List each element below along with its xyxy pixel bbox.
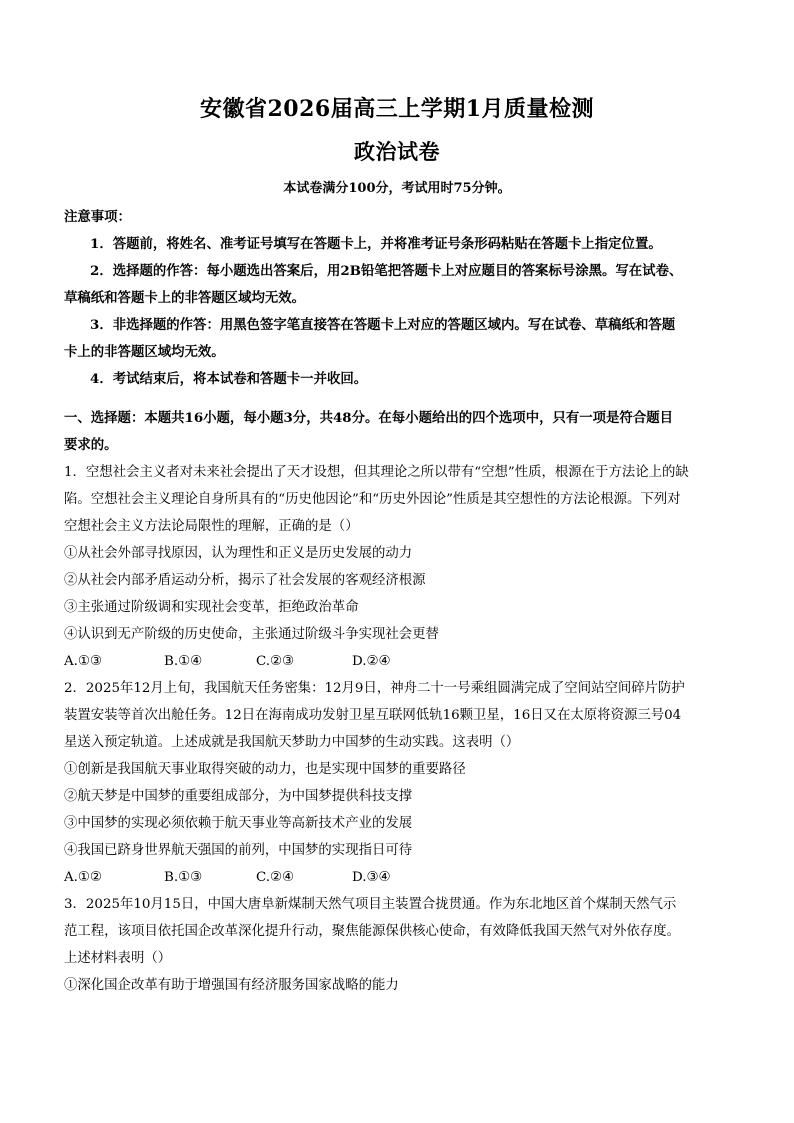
q1-statement-3: ③主张通过阶级调和实现社会变革，拒绝政治革命: [64, 600, 359, 615]
q2-option-d: D.③④: [352, 870, 391, 885]
notice-item-4: 4．考试结束后，将本试卷和答题卡一并收回。: [90, 371, 368, 387]
notice-item-3-line-2: 卡上的非答题区域均无效。: [64, 344, 225, 360]
document-body: [64, 204, 730, 999]
q1-statement-4: ④认识到无产阶级的历史使命，主张通过阶级斗争实现社会更替: [64, 627, 439, 642]
section-heading-line-1: 一、选择题：本题共16小题，每小题3分，共48分。在每小题给出的四个选项中，只有一项是符合题目: [64, 410, 673, 426]
notice-item-2-line-2: 草稿纸和答题卡上的非答题区域均无效。: [64, 290, 306, 306]
q1-options: [64, 648, 730, 675]
q1-option-a: A.①③: [64, 654, 102, 669]
q3-stem-line-2: 范工程，该项目依托国企改革深化提升行动，聚焦能源保供核心使命，有效降低我国天然气对外依存度。: [64, 924, 680, 939]
q2-options: [64, 864, 730, 891]
q1-option-c: C.②③: [256, 654, 295, 669]
section-gap: [64, 393, 730, 405]
q2-statement-4: ④我国已跻身世界航天强国的前列，中国梦的实现指日可待: [64, 843, 413, 858]
q3-stem-line-1: 3．2025年10月15日，中国大唐阜新煤制天然气项目主装置合拢贯通。作为东北地区首个煤制天然气示: [64, 897, 677, 912]
notice-item-2-line-1: 2．选择题的作答：每小题选出答案后，用2B铅笔把答题卡上对应题目的答案标号涂黑。写在试卷、: [90, 263, 683, 279]
q2-stem-line-2: 装置安装等首次出舱任务。12日在海南成功发射卫星互联网低轨16颗卫星，16日又在太原将资源三号04: [64, 708, 682, 723]
q1-stem-line-3: 空想社会主义方法论局限性的理解，正确的是（）: [64, 519, 359, 534]
q1-option-d: D.②④: [352, 654, 391, 669]
q2-statement-3: ③中国梦的实现必须依赖于航天事业等高新技术产业的发展: [64, 816, 413, 831]
q2-stem-line-3: 星送入预定轨道。上述成就是我国航天梦助力中国梦的生动实践。这表明（）: [64, 735, 520, 750]
notice-heading: 注意事项：: [64, 209, 131, 225]
q3-statement-1: ①深化国企改革有助于增强国有经济服务国家战略的能力: [64, 978, 399, 993]
q2-statement-1: ①创新是我国航天事业取得突破的动力，也是实现中国梦的重要路径: [64, 762, 466, 777]
q2-statement-2: ②航天梦是中国梦的重要组成部分，为中国梦提供科技支撑: [64, 789, 413, 804]
q1-stem-line-1: 1．空想社会主义者对未来社会提出了天才设想，但其理论之所以带有“空想”性质，根源在于方法论上的缺: [64, 465, 689, 480]
q1-statement-1: ①从社会外部寻找原因，认为理性和正义是历史发展的动力: [64, 546, 413, 561]
notice-item-3-line-1: 3．非选择题的作答：用黑色签字笔直接答在答题卡上对应的答题区域内。写在试卷、草稿纸和答题: [90, 317, 676, 333]
q1-option-b: B.①④: [164, 654, 203, 669]
exam-title: 安徽省2026届高三上学期1月质量检测: [199, 96, 595, 122]
q1-stem-line-2: 陷。空想社会主义理论自身所具有的“历史他因论”和“历史外因论”性质是其空想性的方法论根源。下列对: [64, 492, 681, 507]
q1-statement-2: ②从社会内部矛盾运动分析，揭示了社会发展的客观经济根源: [64, 573, 426, 588]
section-heading-line-2: 要求的。: [64, 437, 118, 453]
q2-option-a: A.①②: [64, 870, 102, 885]
subject-title: 政治试卷: [354, 139, 440, 164]
exam-info: 本试卷满分100分，考试用时75分钟。: [283, 181, 511, 196]
q2-stem-line-1: 2．2025年12月上旬，我国航天任务密集：12月9日，神舟二十一号乘组圆满完成了空间站空间碎片防护: [64, 681, 685, 696]
q3-stem-line-3: 上述材料表明（）: [64, 951, 172, 966]
notice-item-1: 1．答题前，将姓名、准考证号填写在答题卡上，并将准考证号条形码粘贴在答题卡上指定位置。: [90, 236, 662, 252]
q2-option-b: B.①③: [164, 870, 203, 885]
q2-option-c: C.②④: [256, 870, 295, 885]
